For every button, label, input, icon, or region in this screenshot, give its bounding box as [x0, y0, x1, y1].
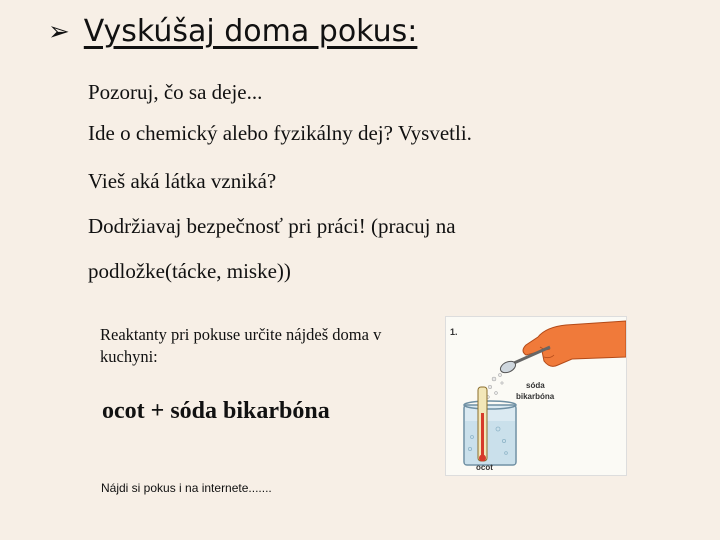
vinegar-label: ocot: [476, 463, 493, 472]
slide-title: Vyskúšaj doma pokus:: [83, 14, 418, 49]
figure-step-number: 1.: [450, 327, 458, 337]
instruction-line: Vieš aká látka vzniká?: [88, 169, 277, 193]
instruction-line: Ide o chemický alebo fyzikálny dej? Vysvetli.: [88, 121, 472, 145]
reactants-intro: Reaktanty pri pokuse určite nájdeš doma v kuchyni:: [100, 325, 382, 366]
thermometer-icon: [478, 387, 487, 462]
reaction-formula: ocot + sóda bikarbóna: [102, 398, 330, 424]
instruction-line: podložke(tácke, miske)): [88, 259, 291, 283]
soda-label-line1: sóda: [526, 381, 545, 390]
instruction-line: Dodržiavaj bezpečnosť pri práci! (pracuj na: [88, 214, 456, 238]
slide-title-row: [48, 14, 417, 49]
internet-footnote: Nájdi si pokus i na internete.......: [101, 481, 272, 495]
glass-icon: [464, 401, 516, 465]
soda-powder-icon: [487, 373, 504, 398]
arrow-bullet-icon: ➢: [48, 16, 70, 47]
instruction-line: Pozoruj, čo sa deje...: [88, 80, 263, 104]
soda-label-line2: bikarbóna: [516, 392, 555, 401]
hand-icon: [523, 321, 626, 366]
experiment-illustration: [445, 316, 627, 476]
